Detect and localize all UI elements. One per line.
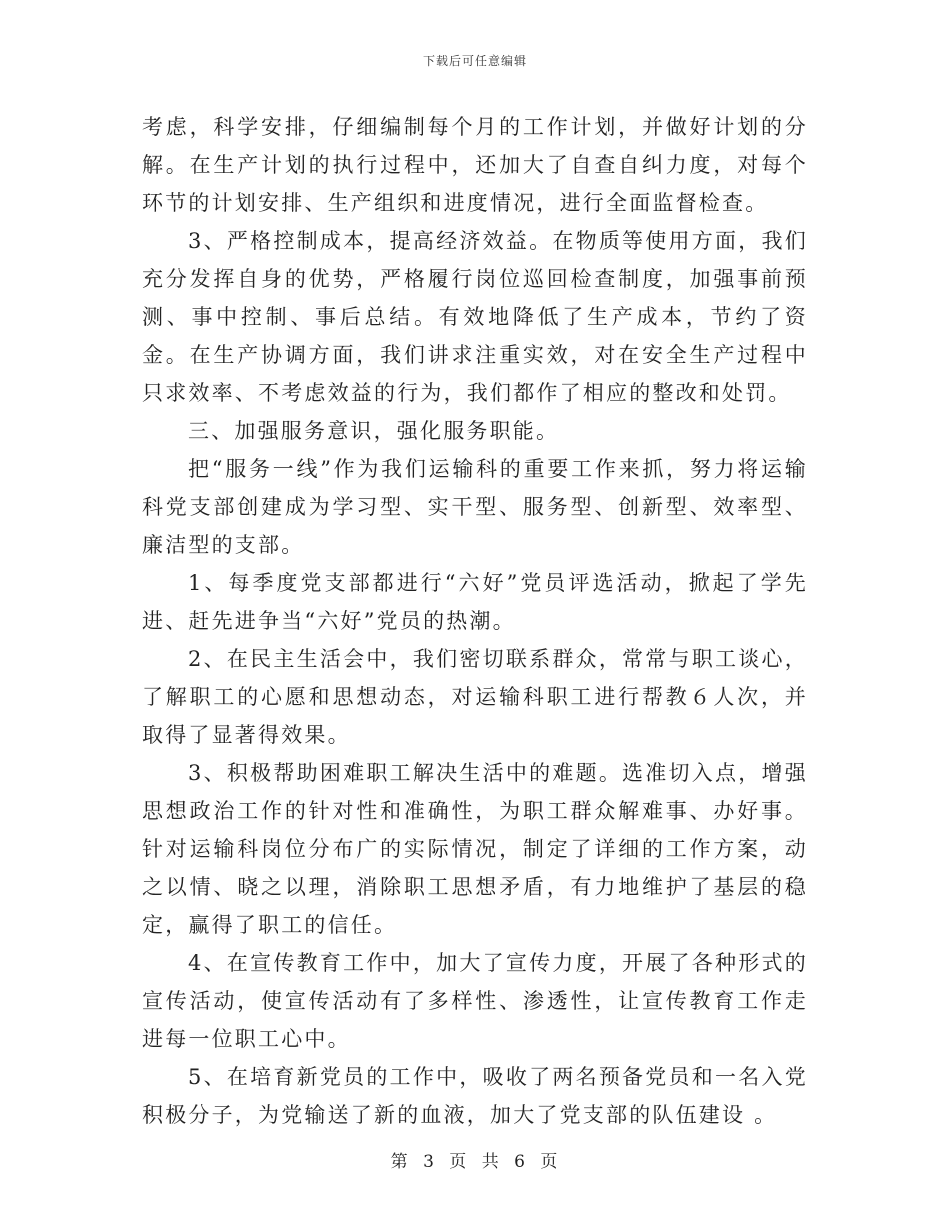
paragraph-6: 2、在民主生活会中，我们密切联系群众，常常与职工谈心，了解职工的心愿和思想动态，对运输科职工进行帮教６人次，并取得了显著得效果。 xyxy=(142,647,808,747)
download-note: 下载后可任意编辑 xyxy=(422,54,527,68)
paragraph-5: 1、每季度党支部都进行“六好”党员评选活动，掀起了学先进、赶先进争当“六好”党员的热潮。 xyxy=(142,571,808,633)
paragraph-8: 4、在宣传教育工作中，加大了宣传力度，开展了各种形式的宣传活动，使宣传活动有了多样性、渗透性，让宣传教育工作走进每一位职工心中。 xyxy=(142,951,808,1051)
paragraph-2: 3、严格控制成本，提高经济效益。在物质等使用方面，我们充分发挥自身的优势，严格履行岗位巡回检查制度，加强事前预测、事中控制、事后总结。有效地降低了生产成本，节约了资金。在生产协调方面，我们讲求注重实效，对在安全生产过程中只求效率、不考虑效益的行为，我们都作了相应的整改和处罚。 xyxy=(142,229,808,405)
paragraph-4: 把“服务一线”作为我们运输科的重要工作来抓，努力将运输科党支部创建成为学习型、实干型、服务型、创新型、效率型、廉洁型的支部。 xyxy=(142,457,808,557)
document-body xyxy=(142,108,808,1134)
paragraph-1: 考虑，科学安排，仔细编制每个月的工作计划，并做好计划的分解。在生产计划的执行过程中，还加大了自查自纠力度，对每个环节的计划安排、生产组织和进度情况，进行全面监督检查。 xyxy=(142,115,808,215)
paragraph-7: 3、积极帮助困难职工解决生活中的难题。选准切入点，增强思想政治工作的针对性和准确性，为职工群众解难事、办好事。针对运输科岗位分布广的实际情况，制定了详细的工作方案，动之以情、晓之以理，消除职工思想矛盾，有力地维护了基层的稳定，赢得了职工的信任。 xyxy=(142,761,808,937)
section-heading: 三、加强服务意识，强化服务职能。 xyxy=(188,419,560,443)
page-number: 第 3 页 共 6 页 xyxy=(390,1152,560,1172)
paragraph-9: 5、在培育新党员的工作中，吸收了两名预备党员和一名入党积极分子，为党输送了新的血液，加大了党支部的队伍建设 。 xyxy=(142,1065,808,1127)
